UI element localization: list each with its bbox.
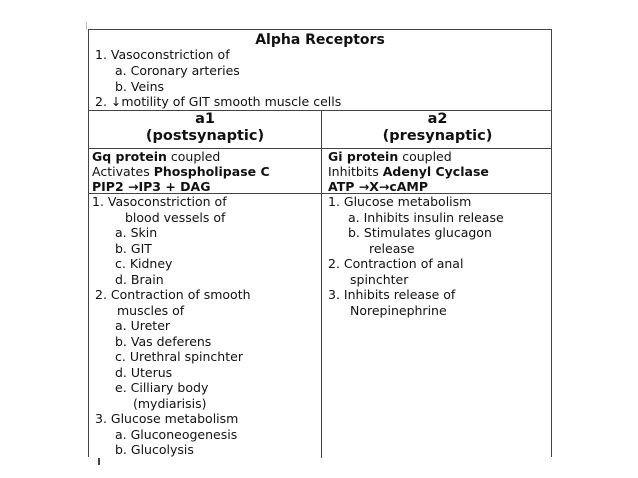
column-divider <box>321 110 322 458</box>
list-item: c. Kidney <box>115 256 173 271</box>
table-title: Alpha Receptors <box>255 32 385 48</box>
list-item: 2. Contraction of smooth <box>95 287 251 302</box>
list-item: a. Skin <box>115 225 158 240</box>
list-item: e. Cilliary body <box>115 380 209 395</box>
list-item: 3. Glucose metabolism <box>95 411 239 426</box>
a1-activates: Activates Phospholipase C <box>92 164 270 179</box>
list-item: b. Vas deferens <box>115 334 212 349</box>
general-item: b. Veins <box>115 79 165 94</box>
general-item: a. Coronary arteries <box>115 63 240 78</box>
a2-header <box>322 111 553 145</box>
a1-pathway: PIP2 →IP3 + DAG <box>92 179 211 194</box>
list-item: c. Urethral spinchter <box>115 349 243 364</box>
list-item: a. Inhibits insulin release <box>348 210 504 225</box>
list-item: 1. Glucose metabolism <box>328 194 472 209</box>
a2-protein: Gi protein coupled <box>328 149 452 164</box>
list-item: 3. Inhibits release of <box>328 287 456 302</box>
list-item: b. Stimulates glucagon <box>348 225 492 240</box>
alpha-receptors-table <box>88 29 552 457</box>
list-item: release <box>369 241 415 256</box>
list-item: a. Ureter <box>115 318 171 333</box>
a1-type: (postsynaptic) <box>145 128 265 144</box>
list-item: d. Uterus <box>115 365 173 380</box>
a2-type: (presynaptic) <box>382 128 493 144</box>
list-item: 2. Contraction of anal <box>328 256 464 271</box>
list-item: b. Glucolysis <box>115 442 194 457</box>
list-item: d. Brain <box>115 272 164 287</box>
a1-protein: Gq protein coupled <box>92 149 221 164</box>
a2-pathway: ATP →X→cAMP <box>328 179 429 194</box>
list-item: b. GIT <box>115 241 152 256</box>
page-margin-mark <box>98 458 100 465</box>
general-item: 2. ↓motility of GIT smooth muscle cells <box>95 94 342 109</box>
list-item: blood vessels of <box>125 210 226 225</box>
a1-name: a1 <box>195 111 215 127</box>
a1-header <box>89 111 321 145</box>
page-margin-mark <box>86 22 87 30</box>
list-item: 1. Vasoconstriction of <box>92 194 227 209</box>
list-item: spinchter <box>350 272 409 287</box>
general-item: 1. Vasoconstriction of <box>95 47 230 62</box>
a2-name: a2 <box>427 111 448 127</box>
list-item: a. Gluconeogenesis <box>115 427 238 442</box>
list-item: (mydiarisis) <box>133 396 207 411</box>
a2-inhibits: Inhitbits Adenyl Cyclase <box>328 164 489 179</box>
list-item: muscles of <box>117 303 185 318</box>
list-item: Norepinephrine <box>350 303 447 318</box>
